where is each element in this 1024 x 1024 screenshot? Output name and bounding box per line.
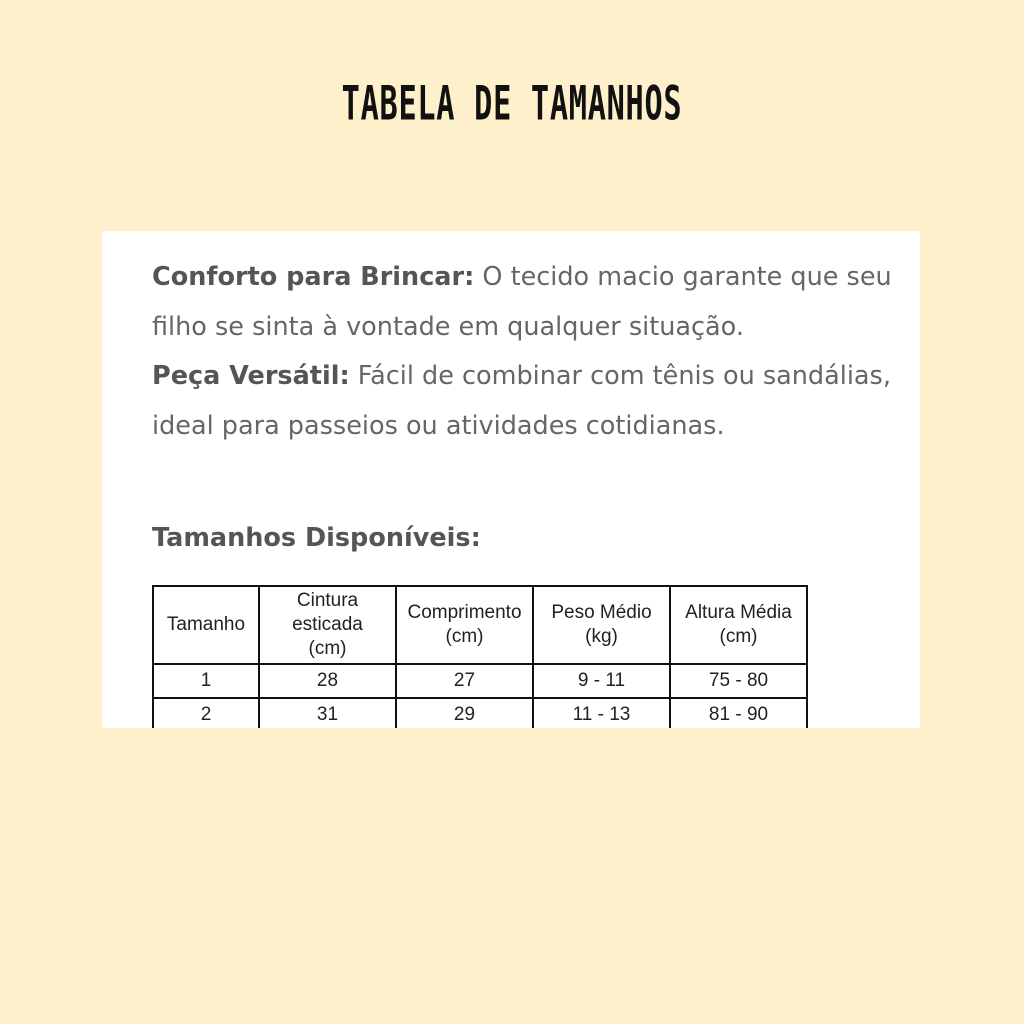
table-cell: 81 - 90: [670, 698, 807, 728]
header-height-line: (cm): [719, 626, 758, 647]
product-info-card: [102, 231, 920, 728]
header-height-line: Altura Média: [685, 602, 792, 623]
table-cell: 28: [259, 664, 396, 698]
table-row: [153, 664, 807, 698]
table-cell: 11 - 13: [533, 698, 670, 728]
header-height: [670, 586, 807, 664]
versatile-label: Peça Versátil:: [152, 361, 350, 391]
header-size: [153, 586, 259, 664]
table-cell: 31: [259, 698, 396, 728]
header-waist-line: esticada: [292, 614, 363, 635]
size-table: [152, 585, 808, 728]
header-waist-line: (cm): [308, 638, 347, 659]
header-size-line: Tamanho: [166, 614, 246, 635]
table-row: [153, 698, 807, 728]
table-cell: 2: [153, 698, 259, 728]
page-title: TABELA DE TAMANHOS: [341, 75, 683, 131]
table-cell: 29: [396, 698, 533, 728]
table-cell: 75 - 80: [670, 664, 807, 698]
header-length-line: (cm): [445, 626, 484, 647]
header-weight: [533, 586, 670, 664]
table-cell: 27: [396, 664, 533, 698]
header-weight-line: (kg): [585, 626, 618, 647]
versatile-text: Fácil de combinar com tênis ou sandálias, ideal para passeios ou atividades cotidianas.: [152, 361, 891, 441]
table-cell: 1: [153, 664, 259, 698]
header-weight-line: Peso Médio: [551, 602, 652, 623]
header-length: [396, 586, 533, 664]
comfort-text: O tecido macio garante que seu filho se sinta à vontade em qualquer situação.: [152, 262, 892, 342]
header-waist-line: Cintura: [296, 590, 359, 611]
product-description: [152, 253, 892, 451]
comfort-label: Conforto para Brincar:: [152, 262, 475, 292]
sizes-heading: Tamanhos Disponíveis:: [152, 523, 481, 553]
table-cell: 9 - 11: [533, 664, 670, 698]
header-length-line: Comprimento: [407, 602, 522, 623]
header-waist: [259, 586, 396, 664]
table-header-row: [153, 586, 807, 664]
